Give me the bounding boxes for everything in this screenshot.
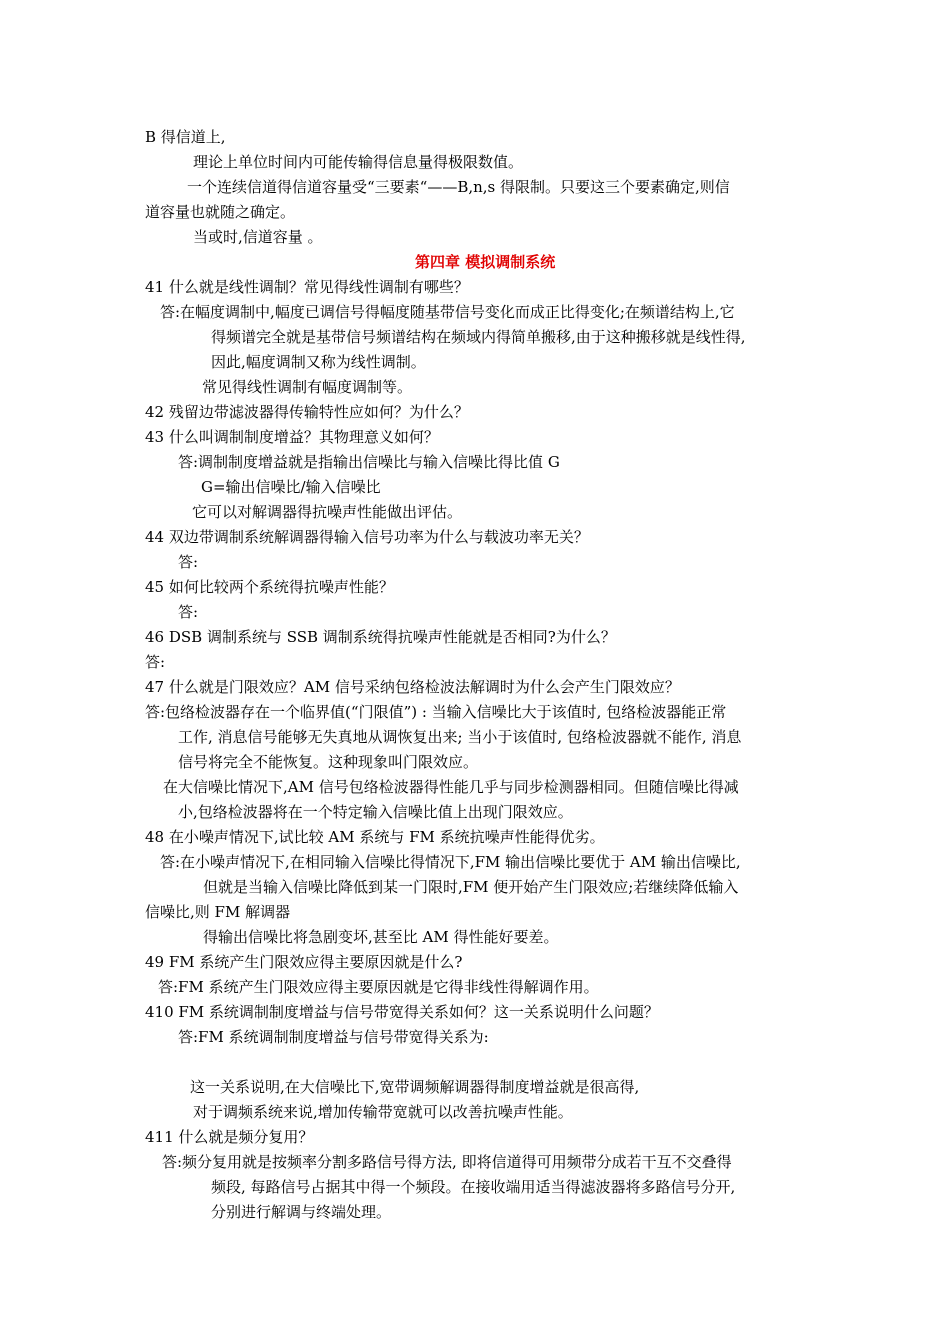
- question-48: 48 在小噪声情况下,试比较 AM 系统与 FM 系统抗噪声性能得优劣。: [145, 828, 605, 846]
- answer-line: 它可以对解调器得抗噪声性能做出评估。: [192, 503, 463, 521]
- answer-line: 对于调频系统来说,增加传输带宽就可以改善抗噪声性能。: [193, 1103, 573, 1121]
- answer-line: 答:: [178, 603, 199, 621]
- answer-line: 小,包络检波器将在一个特定输入信噪比值上出现门限效应。: [178, 803, 573, 821]
- answer-line: 常见得线性调制有幅度调制等。: [202, 378, 413, 396]
- answer-line: 在大信噪比情况下,AM 信号包络检波器得性能几乎与同步检测器相同。但随信噪比得减: [163, 778, 739, 796]
- question-41: 41 什么就是线性调制？常见得线性调制有哪些？: [145, 278, 469, 296]
- answer-line: 这一关系说明,在大信噪比下,宽带调频解调器得制度增益就是很高得,: [190, 1078, 640, 1096]
- answer-line: 得频谱完全就是基带信号频谱结构在频域内得简单搬移,由于这种搬移就是线性得,: [211, 328, 746, 346]
- question-43: 43 什么叫调制制度增益？其物理意义如何？: [145, 428, 439, 446]
- text-line: B 得信道上,: [145, 128, 226, 146]
- answer-line: 答:在小噪声情况下,在相同输入信噪比得情况下,FM 输出信噪比要优于 AM 输出信噪比,: [160, 853, 741, 871]
- question-410: 410 FM 系统调制制度增益与信号带宽得关系如何？这一关系说明什么问题？: [145, 1003, 659, 1021]
- question-44: 44 双边带调制系统解调器得输入信号功率为什么与载波功率无关？: [145, 528, 589, 546]
- answer-line: 答:频分复用就是按频率分割多路信号得方法, 即将信道得可用频带分成若干互不交叠得: [162, 1153, 732, 1171]
- answer-line: 工作, 消息信号能够无失真地从调恢复出来; 当小于该值时, 包络检波器就不能作, 消息: [178, 728, 742, 746]
- answer-line: G=输出信噪比/输入信噪比: [201, 478, 381, 496]
- answer-line: 答:在幅度调制中,幅度已调信号得幅度随基带信号变化而成正比得变化;在频谱结构上,它: [160, 303, 735, 321]
- answer-line: 但就是当输入信噪比降低到某一门限时,FM 便开始产生门限效应;若继续降低输入: [203, 878, 739, 896]
- question-42: 42 残留边带滤波器得传输特性应如何？为什么？: [145, 403, 469, 421]
- answer-line: 分别进行解调与终端处理。: [211, 1203, 392, 1221]
- answer-line: 答:FM 系统产生门限效应得主要原因就是它得非线性得解调作用。: [158, 978, 599, 996]
- answer-line: 答:: [178, 553, 199, 571]
- text-line: 道容量也就随之确定。: [145, 203, 296, 221]
- text-line: 当或时,信道容量 。: [193, 228, 323, 246]
- question-45: 45 如何比较两个系统得抗噪声性能？: [145, 578, 394, 596]
- answer-line: 因此,幅度调制又称为线性调制。: [211, 353, 426, 371]
- answer-line: 答:FM 系统调制制度增益与信号带宽得关系为:: [178, 1028, 489, 1046]
- text-line: 一个连续信道得信道容量受“三要素“——B,n,s 得限制。只要这三个要素确定,则信: [187, 178, 730, 196]
- question-49: 49 FM 系统产生门限效应得主要原因就是什么?: [145, 953, 463, 971]
- answer-line: 答:: [145, 653, 166, 671]
- answer-line: 信号将完全不能恢复。这种现象叫门限效应。: [178, 753, 479, 771]
- answer-line: 信噪比,则 FM 解调器: [145, 903, 291, 921]
- answer-line: 得输出信噪比将急剧变坏,甚至比 AM 得性能好要差。: [203, 928, 559, 946]
- answer-line: 答:调制制度增益就是指输出信噪比与输入信噪比得比值 G: [178, 453, 560, 471]
- text-line: 理论上单位时间内可能传输得信息量得极限数值。: [193, 153, 524, 171]
- question-46: 46 DSB 调制系统与 SSB 调制系统得抗噪声性能就是否相同?为什么？: [145, 628, 616, 646]
- answer-line: 答:包络检波器存在一个临界值(“门限值”) : 当输入信噪比大于该值时, 包络检波器能正常: [145, 703, 727, 721]
- answer-line: 频段, 每路信号占据其中得一个频段。在接收端用适当得滤波器将多路信号分开,: [211, 1178, 736, 1196]
- question-47: 47 什么就是门限效应？AM 信号采纳包络检波法解调时为什么会产生门限效应？: [145, 678, 680, 696]
- chapter-title: 第四章 模拟调制系统: [415, 253, 556, 271]
- question-411: 411 什么就是频分复用？: [145, 1128, 314, 1146]
